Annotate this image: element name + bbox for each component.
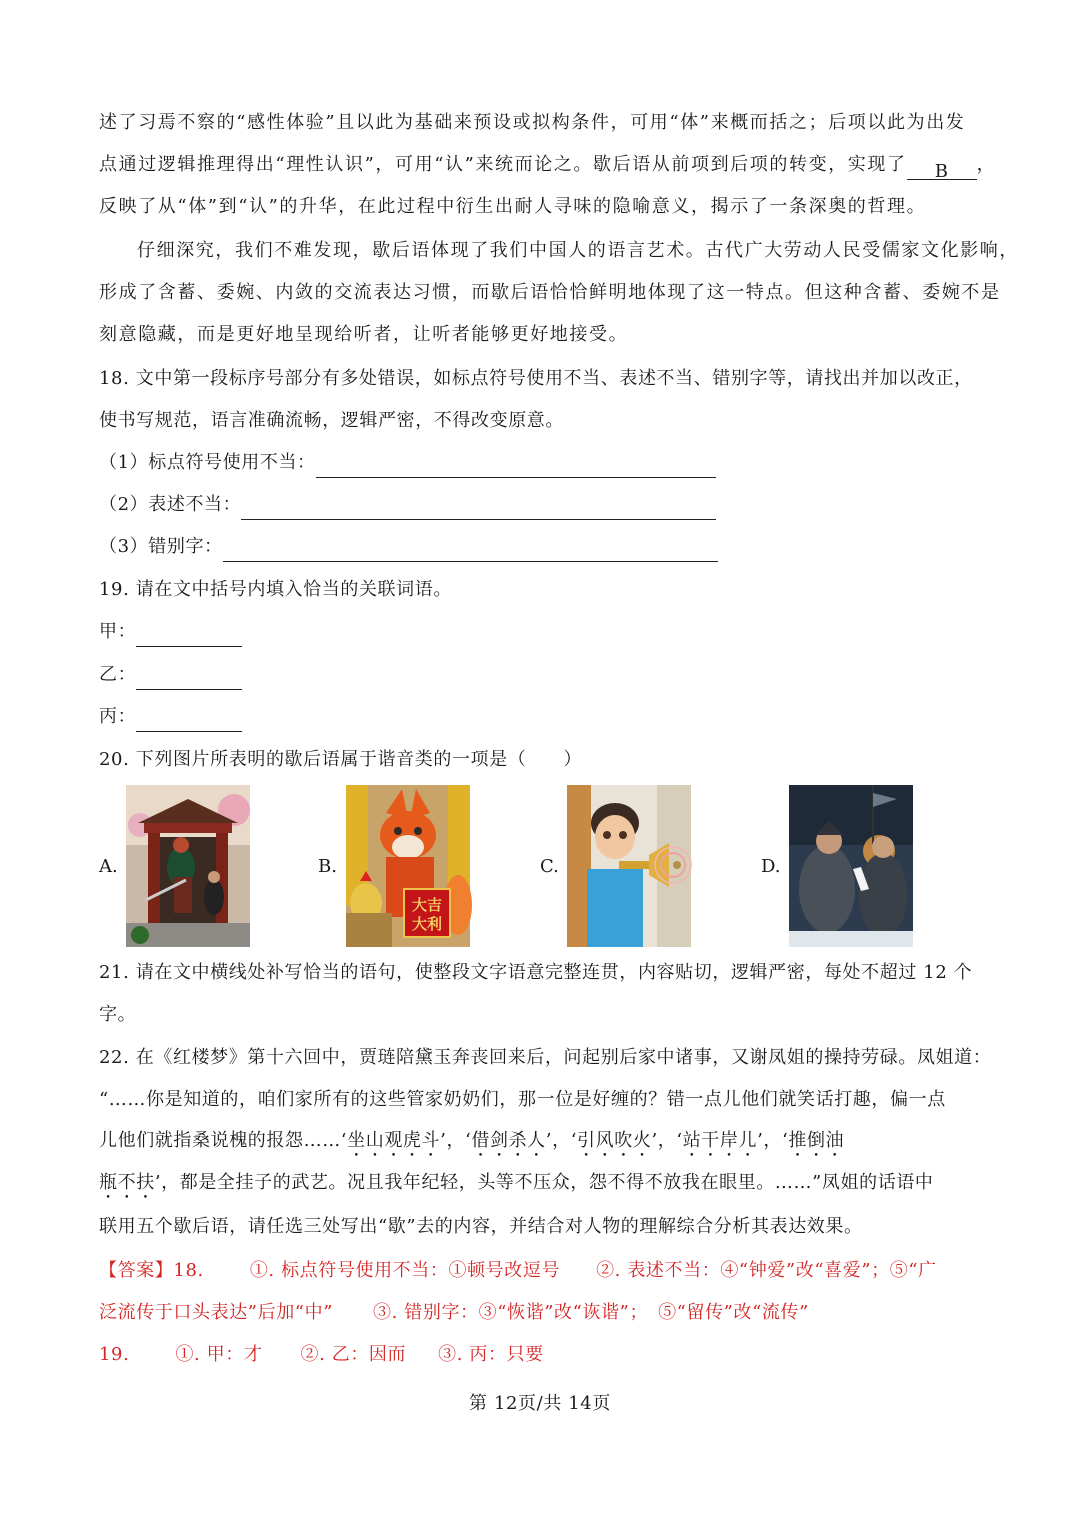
answer-18: 【答案】18. ①. 标点符号使用不当：①顿号改逗号 ②. 表述不当：④“钟爱”改“喜爱”；⑤“广 xyxy=(99,1260,937,1281)
page-number: 第 12页/共 14页 xyxy=(469,1393,611,1414)
answer-blank[interactable] xyxy=(136,624,242,647)
question-22-stem: 儿他们就指桑说槐的报怨……‘坐山观虎斗’，‘借剑杀人’，‘引风吹火’，‘站干岸儿’，‘推倒油 xyxy=(99,1130,845,1151)
passage-line: 形成了含蓄、委婉、内敛的交流表达习惯，而歇后语恰恰鲜明地体现了这一特点。但这种含蓄、委婉不是 xyxy=(99,282,1001,303)
question-21-stem: 字。 xyxy=(99,1004,137,1025)
answer-blank[interactable] xyxy=(136,667,242,690)
question-18-stem: 使书写规范，语言准确流畅，逻辑严密，不得改变原意。 xyxy=(99,410,564,431)
answer-line: （3）错别字： xyxy=(99,532,981,562)
sign-text-bottom: 大利 xyxy=(411,915,443,933)
question-22-stem: “……你是知道的，咱们家所有的这些管家奶奶们，那一位是好缠的？错一点儿他们就笑话打趣，偏一点 xyxy=(99,1089,946,1110)
fox-rooster-picture[interactable] xyxy=(346,785,470,947)
answer-18: 泛流传于口头表达”后加“中” ③. 错别字：③“恢谐”改“诙谐”； ⑤“留传”改“流传” xyxy=(99,1302,809,1323)
question-20-stem: 20. 下列图片所表明的歇后语属于谐音类的一项是（ ） xyxy=(99,749,583,770)
option-c-label[interactable]: C. xyxy=(540,856,559,877)
question-19-stem: 19. 请在文中括号内填入恰当的关联词语。 xyxy=(99,579,452,600)
passage-line: 刻意隐藏，而是更好地呈现给听者，让听者能够更好地接受。 xyxy=(99,324,629,345)
passage-line: 点通过逻辑推理得出“理性认识”，可用“认”来统而论之。歇后语从前项到后项的转变，实现了 B ， xyxy=(99,154,997,182)
answer-line: （2）表述不当： xyxy=(99,490,981,520)
answer-blank: B xyxy=(907,157,977,180)
answer-line: 甲： xyxy=(99,617,981,647)
answer-blank[interactable] xyxy=(136,709,242,732)
answer-blank[interactable] xyxy=(241,497,716,520)
option-a-label[interactable]: A. xyxy=(99,856,118,877)
soldiers-snow-picture[interactable] xyxy=(789,785,913,947)
answer-line: （1）标点符号使用不当： xyxy=(99,448,981,478)
passage-line: 仔细深究，我们不难发现，歇后语体现了我们中国人的语言艺术。古代广大劳动人民受儒家文化影响， xyxy=(137,240,1019,261)
question-22-stem: 22. 在《红楼梦》第十六回中，贾琏陪黛玉奔丧回来后，问起别后家中诸事，又谢凤姐的操持劳碌。凤姐道： xyxy=(99,1047,992,1068)
option-d-label[interactable]: D. xyxy=(761,856,781,877)
option-b-label[interactable]: B. xyxy=(318,856,337,877)
question-18-stem: 18. 文中第一段标序号部分有多处错误，如标点符号使用不当、表述不当、错别字等，请找出并加以改正， xyxy=(99,368,973,389)
sign-text-top: 大吉 xyxy=(411,896,443,914)
answer-line: 乙： xyxy=(99,660,981,690)
answer-19: 19. ①. 甲：才 ②. 乙：因而 ③. 丙：只要 xyxy=(99,1344,544,1365)
passage-line: 述了习焉不察的“感性体验”且以此为基础来预设或拟构条件，可用“体”来概而括之；后项以此为出发 xyxy=(99,112,966,133)
answer-line: 丙： xyxy=(99,702,981,732)
passage-line: 反映了从“体”到“认”的升华，在此过程中衍生出耐人寻味的隐喻意义，揭示了一条深奥的哲理。 xyxy=(99,196,927,217)
answer-blank[interactable] xyxy=(223,539,718,562)
question-22-stem: 瓶不扶’，都是全挂子的武艺。况且我年纪轻，头等不压众，怨不得不放我在眼里。……”凤姐的话语中 xyxy=(99,1172,934,1193)
answer-blank[interactable] xyxy=(316,455,716,478)
warrior-gate-picture[interactable] xyxy=(126,785,250,947)
question-21-stem: 21. 请在文中横线处补写恰当的语句，使整段文字语意完整连贯，内容贴切，逻辑严密，每处不超过 12 个 xyxy=(99,962,973,983)
boy-trumpet-door-picture[interactable] xyxy=(567,785,691,947)
question-22-stem: 联用五个歇后语，请任选三处写出“歇”去的内容，并结合对人物的理解综合分析其表达效果。 xyxy=(99,1216,863,1237)
